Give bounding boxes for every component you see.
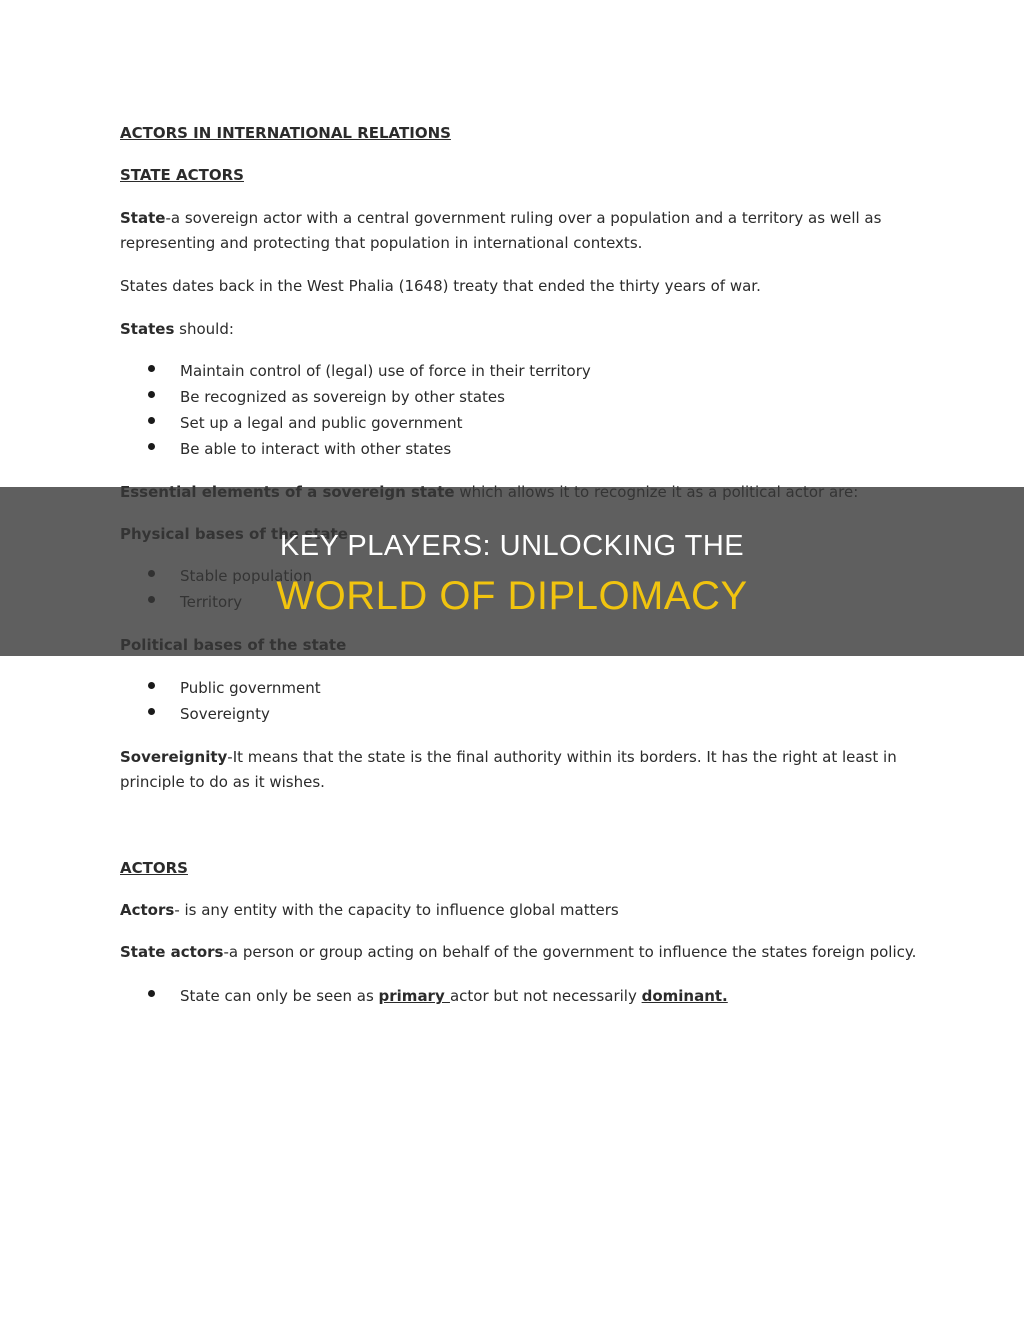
state-definition-line2: representing and protecting that population in international contexts. xyxy=(120,234,643,252)
list-item: Public government xyxy=(180,679,321,697)
sovereignty-definition-line2: principle to do as it wishes. xyxy=(120,773,325,791)
sovereignty-definition-line1: Sovereignity-It means that the state is the final authority within its borders. It has the right at least in xyxy=(120,748,897,766)
banner-title-line1: KEY PLAYERS: UNLOCKING THE xyxy=(279,530,745,562)
list-item: Sovereignty xyxy=(180,705,270,723)
bullet-icon xyxy=(148,417,155,424)
list-item: Maintain control of (legal) use of force in their territory xyxy=(180,362,591,380)
actors-heading: ACTORS xyxy=(120,859,188,877)
states-should-text: States should: xyxy=(120,320,234,338)
state-definition-line1: State-a sovereign actor with a central government ruling over a population and a territory as well as xyxy=(120,209,882,227)
bullet-icon xyxy=(148,391,155,398)
title-banner xyxy=(0,487,1024,656)
westphalia-text: States dates back in the West Phalia (1648) treaty that ended the thirty years of war. xyxy=(120,277,761,295)
bullet-icon xyxy=(148,990,155,997)
bullet-icon xyxy=(148,443,155,450)
list-item: Set up a legal and public government xyxy=(180,414,463,432)
state-actors-heading: STATE ACTORS xyxy=(120,166,244,184)
banner-title-line2: WORLD OF DIPLOMACY xyxy=(276,574,748,618)
bullet-icon xyxy=(148,708,155,715)
state-actors-definition: State actors-a person or group acting on behalf of the government to influence the states foreign policy. xyxy=(120,943,917,961)
list-item: Be able to interact with other states xyxy=(180,440,452,458)
document-title: ACTORS IN INTERNATIONAL RELATIONS xyxy=(120,124,451,142)
actors-definition: Actors- is any entity with the capacity to influence global matters xyxy=(120,901,619,919)
list-item: State can only be seen as primary actor but not necessarily dominant. xyxy=(180,987,728,1005)
bullet-icon xyxy=(148,365,155,372)
bullet-icon xyxy=(148,682,155,689)
list-item: Be recognized as sovereign by other states xyxy=(180,388,505,406)
